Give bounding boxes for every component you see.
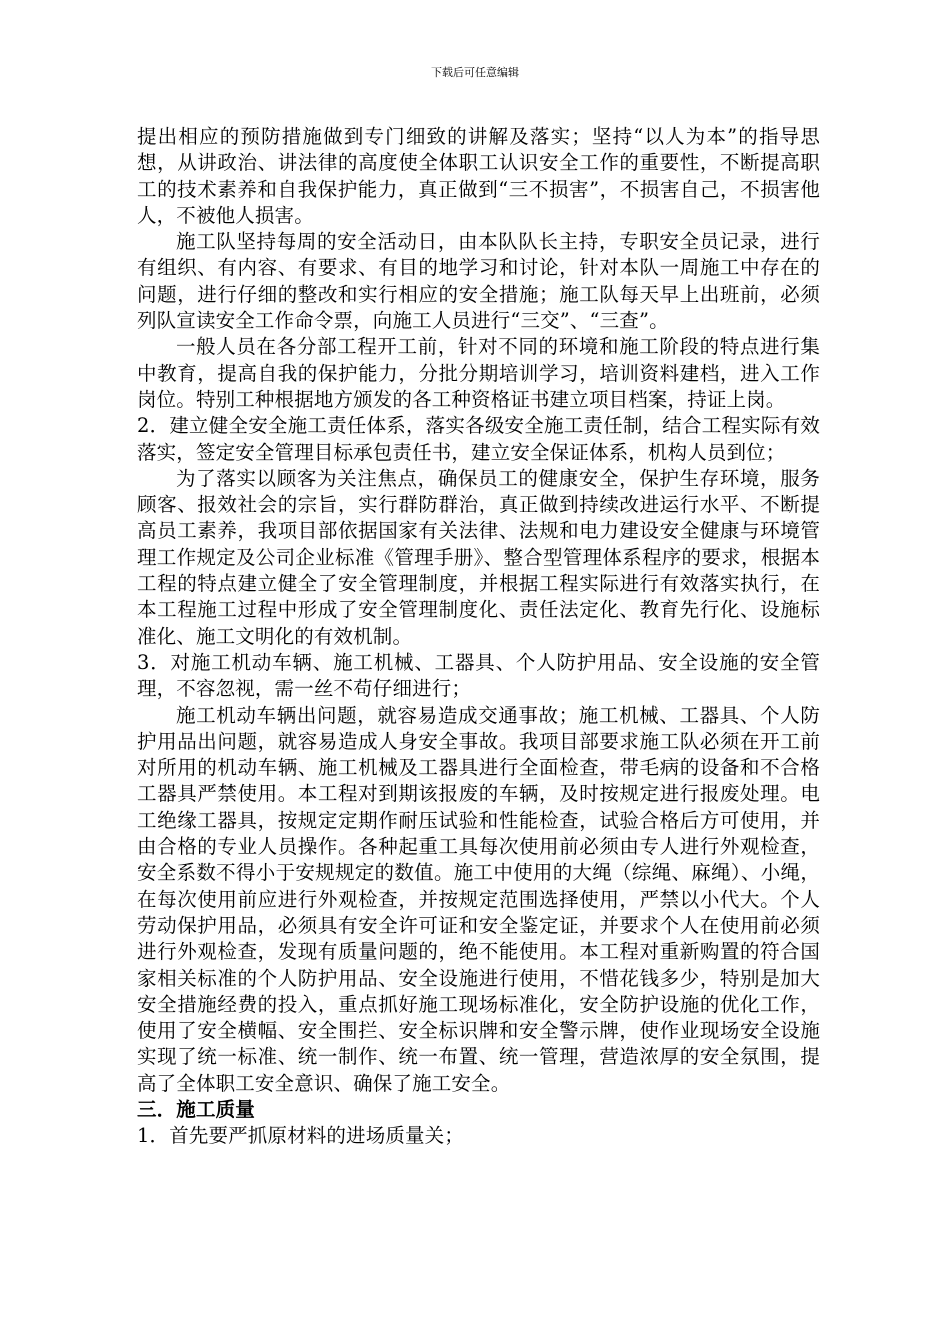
document-body <box>137 124 820 1150</box>
list-item-3-equipment-management: 3．对施工机动车辆、施工机械、工器具、个人防护用品、安全设施的安全管理，不容忽视，需一丝不苟仔细进行； <box>137 650 820 701</box>
paragraph-weekly-safety-day: 施工队坚持每周的安全活动日，由本队队长主持，专职安全员记录，进行有组织、有内容、有要求、有目的地学习和讨论，针对本队一周施工中存在的问题，进行仔细的整改和实行相应的安全措施；施工队每天早上出班前，必须列队宣读安全工作命令票，向施工人员进行“三交”、“三查”。 <box>137 230 820 333</box>
page-header-note: 下载后可任意编辑 <box>431 66 519 79</box>
paragraph-equipment-inspection: 施工机动车辆出问题，就容易造成交通事故；施工机械、工器具、个人防护用品出问题，就容易造成人身安全事故。我项目部要求施工队必须在开工前对所用的机动车辆、施工机械及工器具进行全面检查，带毛病的设备和不合格工器具严禁使用。本工程对到期该报废的车辆，及时按规定进行报废处理。电工绝缘工器具，按规定定期作耐压试验和性能检查，试验合格后方可使用，并由合格的专业人员操作。各种起重工具每次使用前必须由专人进行外观检查，安全系数不得小于安规规定的数值。施工中使用的大绳（综绳、麻绳）、小绳，在每次使用前应进行外观检查，并按规定范围选择使用，严禁以小代大。个人劳动保护用品，必须具有安全许可证和安全鉴定证，并要求个人在使用前必须进行外观检查，发现有质量问题的，绝不能使用。本工程对重新购置的符合国家相关标准的个人防护用品、安全设施进行使用，不惜花钱多少，特别是加大安全措施经费的投入，重点抓好施工现场标准化，安全防护设施的优化工作，使用了安全横幅、安全围拦、安全标识牌和安全警示牌，使作业现场安全设施实现了统一标准、统一制作、统一布置、统一管理，营造浓厚的安全氛围，提高了全体职工安全意识、确保了施工安全。 <box>137 703 820 1095</box>
paragraph-management-system: 为了落实以顾客为关注焦点，确保员工的健康安全，保护生存环境，服务顾客、报效社会的宗旨，实行群防群治，真正做到持续改进运行水平、不断提高员工素养，我项目部依据国家有关法律、法规和电力建设安全健康与环境管理工作规定及公司企业标准《管理手册》、整合型管理体系程序的要求，根据本工程的特点建立健全了安全管理制度，并根据工程实际进行有效落实执行，在本工程施工过程中形成了安全管理制度化、责任法定化、教育先行化、设施标准化、施工文明化的有效机制。 <box>137 466 820 648</box>
paragraph-general-staff-training: 一般人员在各分部工程开工前，针对不同的环境和施工阶段的特点进行集中教育，提高自我的保护能力，分批分期培训学习，培训资料建档，进入工作岗位。特别工种根据地方颁发的各工种资格证书建立项目档案，持证上岗。 <box>137 335 820 411</box>
section-heading-construction-quality: 三．施工质量 <box>137 1097 255 1121</box>
paragraph-safety-philosophy: 提出相应的预防措施做到专门细致的讲解及落实；坚持“以人为本”的指导思想，从讲政治、讲法律的高度使全体职工认识安全工作的重要性，不断提高职工的技术素养和自我保护能力，真正做到“三不损害”，不损害自己，不损害他人，不被他人损害。 <box>137 125 820 227</box>
list-item-1-raw-materials: 1．首先要严抓原材料的进场质量关； <box>137 1124 464 1148</box>
list-item-2-responsibility-system: 2．建立健全安全施工责任体系，落实各级安全施工责任制，结合工程实际有效落实，签定安全管理目标承包责任书，建立安全保证体系，机构人员到位； <box>137 414 820 464</box>
